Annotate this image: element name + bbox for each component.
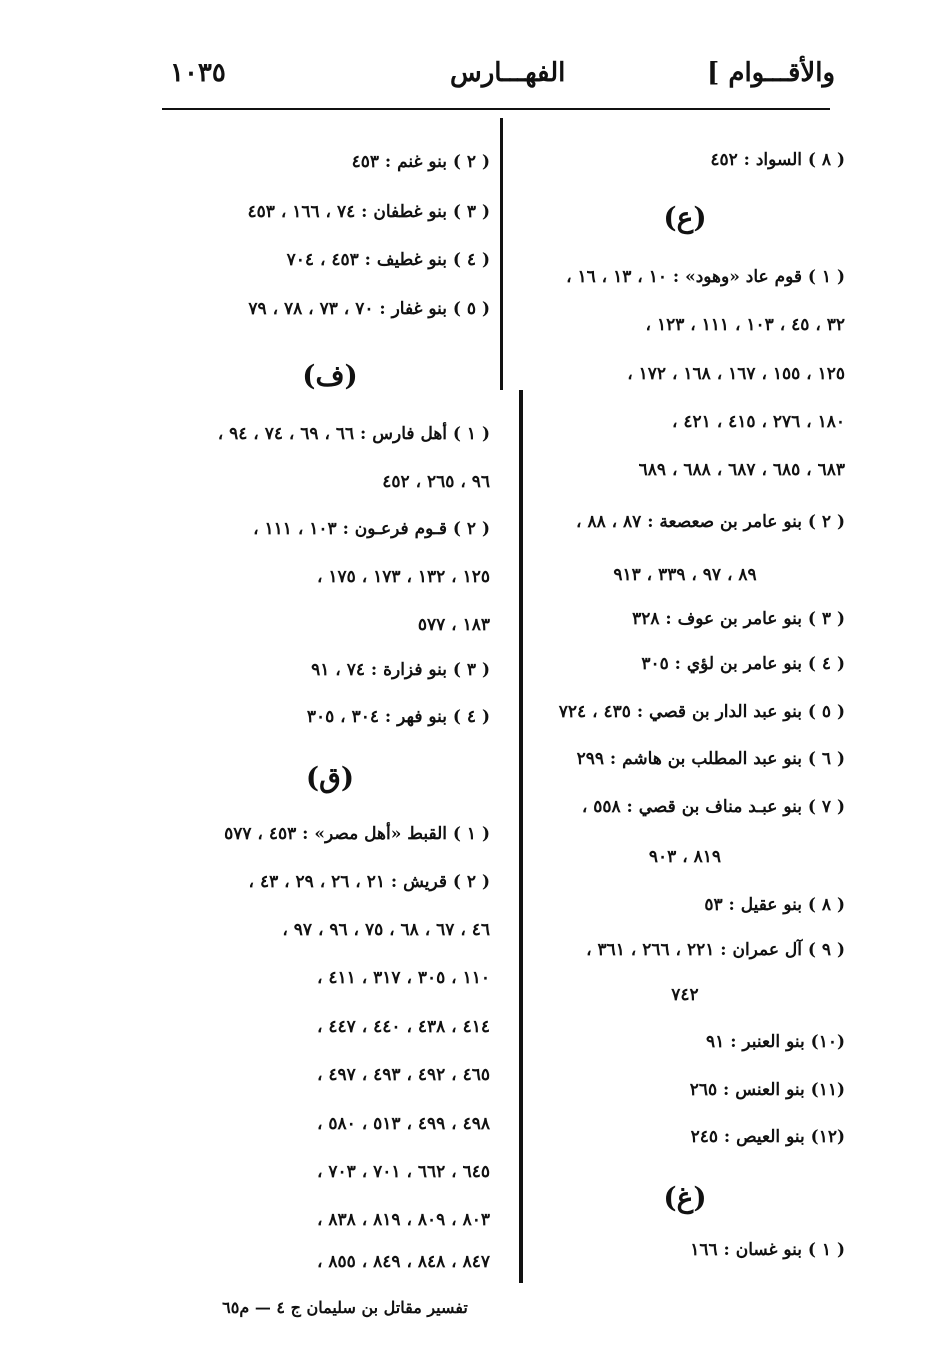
- index-entry-continuation: ٤١٤ ، ٤٣٨ ، ٤٤٠ ، ٤٤٧ ،: [316, 1017, 490, 1037]
- index-entry-continuation: ٦٨٣ ، ٦٨٥ ، ٦٨٧ ، ٦٨٨ ، ٦٨٩: [638, 460, 845, 480]
- section-letter: (ق): [305, 761, 355, 794]
- index-entry-continuation: ٨٠٣ ، ٨٠٩ ، ٨١٩ ، ٨٣٨ ،: [316, 1210, 490, 1230]
- index-entry: ( ١ ) أهل فارس : ٦٦ ، ٦٩ ، ٧٤ ، ٩٤ ،: [217, 424, 490, 444]
- index-entry-continuation: ٣٢ ، ٤٥ ، ١٠٣ ، ١١١ ، ١٢٣ ،: [645, 315, 845, 335]
- index-entry: ( ٩ ) آل عمران : ٢٢١ ، ٢٦٦ ، ٣٦١ ،: [586, 940, 845, 960]
- index-entry: ( ٨ ) السواد : ٤٥٢: [710, 150, 845, 170]
- index-entry: ( ٤ ) بنو عامر بن لؤي : ٣٠٥: [641, 654, 845, 674]
- index-entry: ( ٢ ) قريش : ٢١ ، ٢٦ ، ٢٩ ، ٤٣ ،: [248, 872, 490, 892]
- index-entry: (١١) بنو العنس : ٢٦٥: [689, 1080, 845, 1100]
- header-rule: [162, 108, 830, 110]
- index-entry: ( ١ ) قوم عاد «وهود» : ١٠ ، ١٣ ، ١٦ ،: [566, 267, 845, 287]
- index-entry: ( ٣ ) بنو عامر بن عوف : ٣٢٨: [632, 609, 845, 629]
- index-entry-continuation: ٤٦ ، ٦٧ ، ٦٨ ، ٧٥ ، ٩٦ ، ٩٧ ،: [282, 920, 490, 940]
- index-entry: ( ٦ ) بنو عبد المطلب بن هاشم : ٢٩٩: [576, 749, 845, 769]
- section-letter: (غ): [663, 1181, 707, 1214]
- index-entry: ( ١ ) بنو غسان : ١٦٦: [690, 1240, 845, 1260]
- index-entry: ( ٥ ) بنو غفار : ٧٠ ، ٧٣ ، ٧٨ ، ٧٩: [248, 299, 490, 319]
- index-entry: ( ٧ ) بنو عبـد مناف بن قصي : ٥٥٨ ،: [581, 797, 845, 817]
- index-entry: ( ٤ ) بنو فهر : ٣٠٤ ، ٣٠٥: [306, 707, 490, 727]
- index-entry-continuation: ٦٤٥ ، ٦٦٢ ، ٧٠١ ، ٧٠٣ ،: [316, 1162, 490, 1182]
- index-entry: (١٢) بنو العيص : ٢٤٥: [690, 1127, 845, 1147]
- page-number: ١٠٣٥: [170, 58, 226, 88]
- index-entry: ( ٤ ) بنو غطيف : ٤٥٣ ، ٧٠٤: [286, 250, 490, 270]
- index-entry: ( ٢ ) بنو عامر بن صعصعة : ٨٧ ، ٨٨ ،: [576, 512, 845, 532]
- index-entry: ( ٨ ) بنو عقيل : ٥٣: [704, 895, 845, 915]
- index-entry: ( ٢ ) بنو غنم : ٤٥٣: [351, 152, 490, 172]
- index-entry-continuation: ١٢٥ ، ١٣٢ ، ١٧٣ ، ١٧٥ ،: [316, 567, 490, 587]
- index-entry-continuation: ٧٤٢: [671, 985, 699, 1005]
- index-entry: ( ٢ ) قـوم فرعـون : ١٠٣ ، ١١١ ،: [253, 519, 490, 539]
- section-letter: (ف): [302, 359, 358, 392]
- running-head-title: الفهـــارس: [450, 58, 566, 88]
- index-entry: ( ٥ ) بنو عبد الدار بن قصي : ٤٣٥ ، ٧٢٤: [558, 702, 845, 722]
- index-entry-continuation: ٤٦٥ ، ٤٩٢ ، ٤٩٣ ، ٤٩٧ ،: [316, 1065, 490, 1085]
- index-entry-continuation: ٤٩٨ ، ٤٩٩ ، ٥١٣ ، ٥٨٠ ،: [316, 1114, 490, 1134]
- page-footer: تفسير مقاتل بن سليمان ج ٤ — م٦٥: [222, 1298, 468, 1317]
- index-entry: ( ٣ ) بنو فزارة : ٧٤ ، ٩١: [311, 660, 490, 680]
- index-entry-continuation: ٩٦ ، ٢٦٥ ، ٤٥٢: [382, 472, 490, 492]
- index-entry: ( ٣ ) بنو غطفان : ٧٤ ، ١٦٦ ، ٤٥٣: [247, 202, 490, 222]
- index-entry: ( ١ ) القبط «أهل مصر» : ٤٥٣ ، ٥٧٧: [224, 824, 490, 844]
- page-header: [160, 58, 835, 98]
- index-entry: (١٠) بنو العنبر : ٩١: [706, 1032, 845, 1052]
- index-entry-continuation: ٨٩ ، ٩٧ ، ٣٣٩ ، ٩١٣: [613, 565, 757, 585]
- column-divider: [500, 118, 503, 390]
- index-entry-continuation: ١١٠ ، ٣٠٥ ، ٣١٧ ، ٤١١ ،: [316, 968, 490, 988]
- running-head-section: والأقـــوام ]: [707, 58, 835, 88]
- index-entry-continuation: ٨١٩ ، ٩٠٣: [648, 847, 722, 867]
- column-divider: [519, 390, 523, 1283]
- index-entry-continuation: ٨٤٧ ، ٨٤٨ ، ٨٤٩ ، ٨٥٥ ،: [316, 1252, 490, 1272]
- index-entry-continuation: ١٨٣ ، ٥٧٧: [417, 615, 490, 635]
- index-entry-continuation: ١٨٠ ، ٢٧٦ ، ٤١٥ ، ٤٢١ ،: [671, 412, 845, 432]
- index-entry-continuation: ١٢٥ ، ١٥٥ ، ١٦٧ ، ١٦٨ ، ١٧٢ ،: [627, 364, 845, 384]
- section-letter: (ع): [663, 201, 707, 234]
